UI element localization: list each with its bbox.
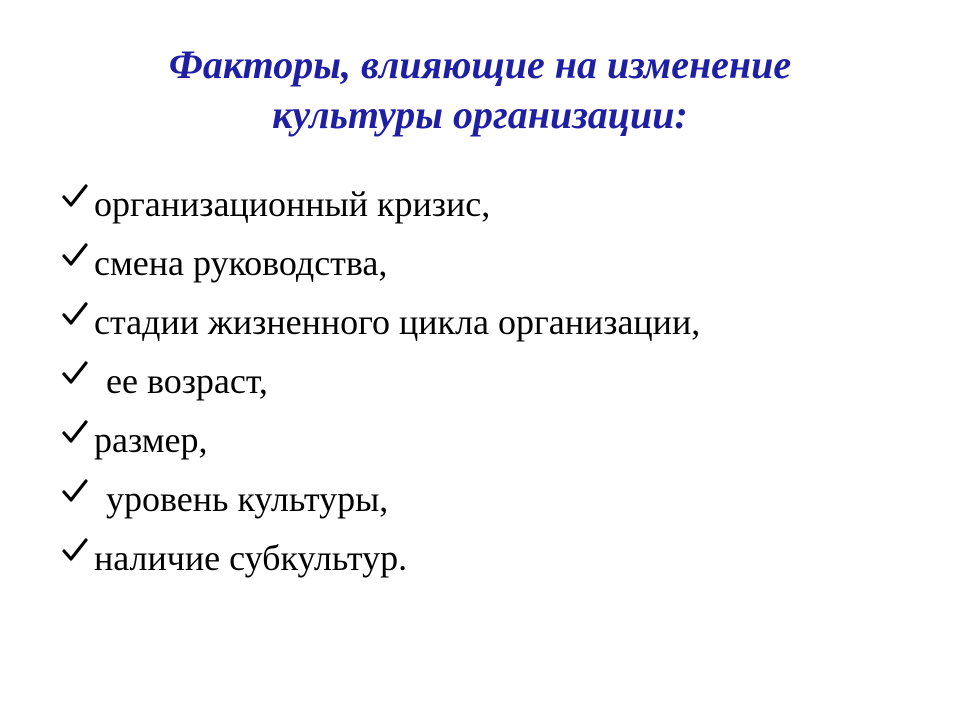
list-item-text: организационный кризис, (94, 184, 491, 224)
list-item (60, 176, 700, 235)
factor-list (60, 176, 700, 589)
checkmark-icon (60, 176, 94, 232)
list-item (60, 235, 700, 294)
list-item-text: уровень культуры, (106, 479, 389, 519)
list-item-text: размер, (94, 420, 208, 460)
list-item-text: смена руководства, (94, 243, 388, 283)
slide-title (0, 40, 960, 140)
checkmark-icon (60, 412, 94, 468)
checkmark-icon (60, 235, 94, 291)
title-line-2: культуры организации: (272, 92, 688, 137)
list-item-text: наличие субкультур. (94, 538, 408, 578)
list-item (60, 471, 700, 530)
list-item (60, 530, 700, 589)
title-line-1: Факторы, влияющие на изменение (168, 42, 792, 87)
checkmark-icon (60, 471, 94, 527)
checkmark-icon (60, 353, 94, 409)
list-item (60, 412, 700, 471)
list-item-text: стадии жизненного цикла организации, (94, 302, 701, 342)
checkmark-icon (60, 294, 94, 350)
list-item-text: ее возраст, (106, 361, 268, 401)
list-item (60, 353, 700, 412)
list-item (60, 294, 700, 353)
checkmark-icon (60, 530, 94, 586)
